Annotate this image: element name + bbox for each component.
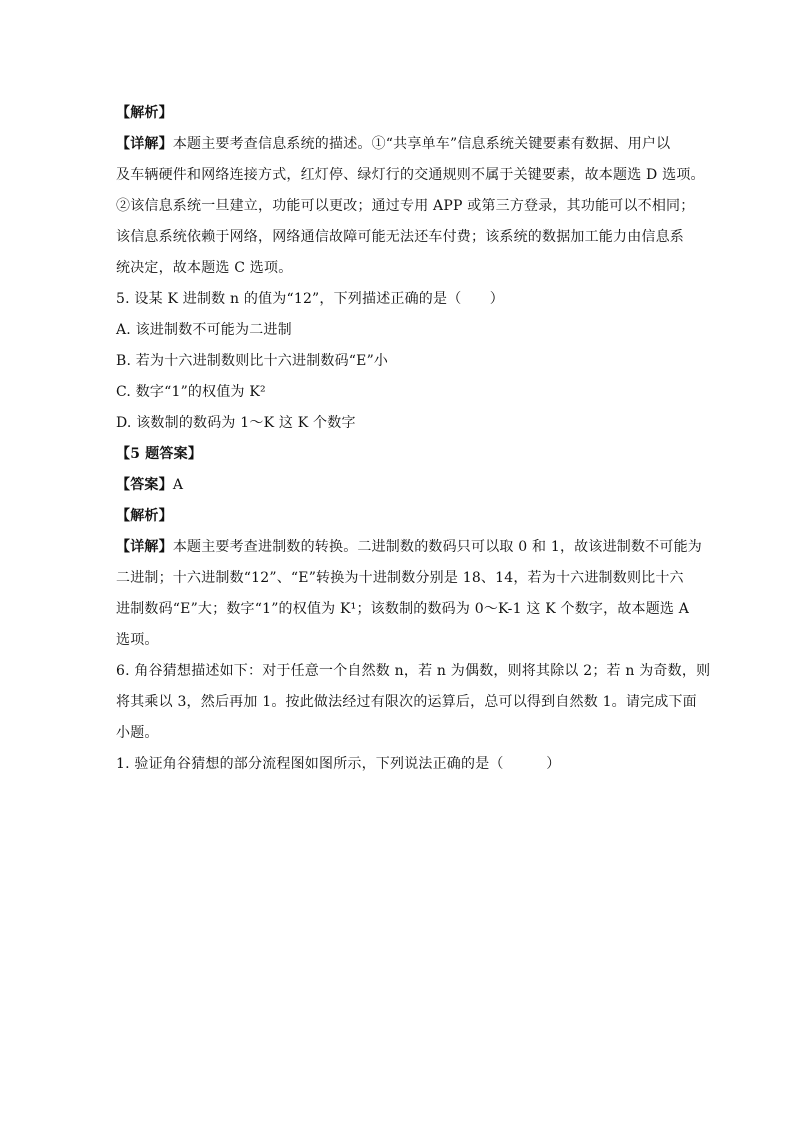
text-line: 本题主要考查进制数的转换。二进制数的数码只可以取 0 和 1，故该进制数不可能为 [172,539,702,555]
document-body [116,98,711,780]
text-line: ②该信息系统一旦建立，功能可以更改；通过专用 APP 或第三方登录，其功能可以不相同； [116,198,695,214]
text-line: 二进制；十六进制数“12”、“E”转换为十进制数分别是 18、14，若为十六进制数则比十六 [116,570,684,586]
section-label: 【解析】 [116,508,173,524]
text-line: 及车辆硬件和网络连接方式，红灯停、绿灯行的交通规则不属于关键要素，故本题选 D 选项。 [116,167,705,183]
detail-paragraph-line [116,129,696,160]
detail-paragraph-line [116,532,702,563]
text-line: 该信息系统依赖于网络，网络通信故障可能无法还车付费；该系统的数据加工能力由信息系 [116,229,684,245]
question-5-answer-heading [116,439,696,470]
answer-value: A [172,477,184,493]
section-label: 【详解】 [116,136,173,152]
section-label: 【详解】 [116,539,173,555]
option-a: A. 该进制数不可能为二进制 [116,322,292,338]
subquestion-1-stem: 1. 验证角谷猜想的部分流程图如图所示，下列说法正确的是（ ） [116,756,561,772]
option-d: D. 该数制的数码为 1～K 这 K 个数字 [116,415,356,431]
section-label: 【解析】 [116,105,173,121]
option-c: C. 数字“1”的权值为 K² [116,384,266,400]
question-5-stem: 5. 设某 K 进制数 n 的值为“12”，下列描述正确的是（ ） [116,291,505,307]
text-line: 将其乘以 3，然后再加 1。按此做法经过有限次的运算后，总可以得到自然数 1。请完成下面 [116,694,697,710]
text-line: 小题。 [116,725,159,741]
answer-line [116,470,696,501]
section-label: 【5 题答案】 [116,446,203,462]
text-line: 选项。 [116,632,159,648]
section-label: 【答案】 [116,477,173,493]
question-6-stem: 6. 角谷猜想描述如下：对于任意一个自然数 n，若 n 为偶数，则将其除以 2；若 n 为奇数，则 [116,663,711,679]
text-line: 进制数码“E”大；数字“1”的权值为 K¹；该数制的数码为 0～K-1 这 K 个数字，故本题选 A [116,601,690,617]
analysis-heading [116,501,696,532]
analysis-heading [116,98,696,129]
text-line: 本题主要考查信息系统的描述。①“共享单车”信息系统关键要素有数据、用户以 [172,136,671,152]
option-b: B. 若为十六进制数则比十六进制数码“E”小 [116,353,389,369]
text-line: 统决定，故本题选 C 选项。 [116,260,293,276]
